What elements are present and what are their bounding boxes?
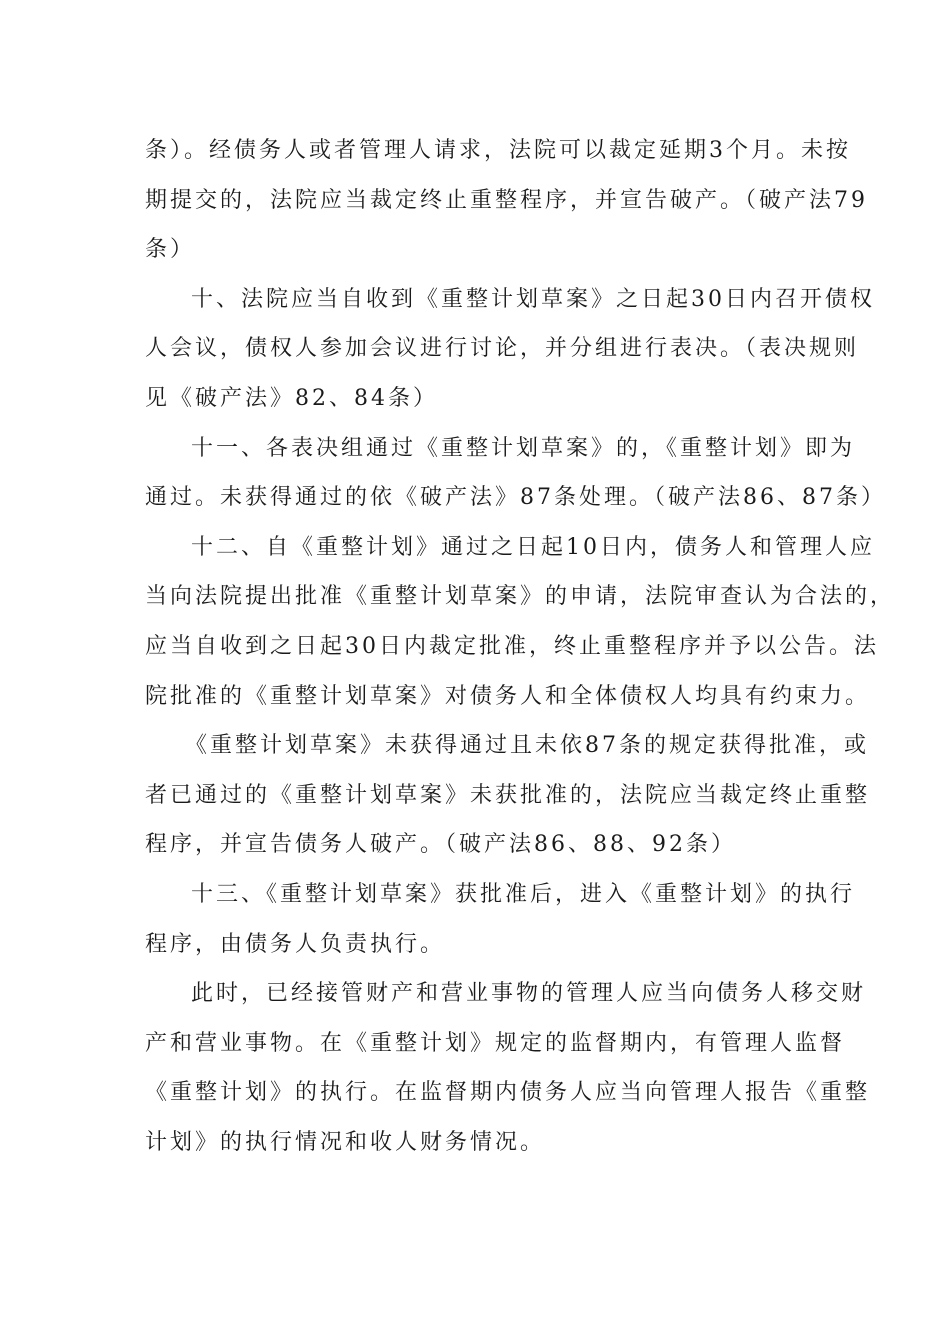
text-line: 计划》的执行情况和收人财务情况。 (145, 1129, 546, 1155)
text-line: 通过。未获得通过的依《破产法》87条处理。（破产法86、87条） (145, 485, 886, 511)
paragraph-start-line: 此时，已经接管财产和营业事物的管理人应当向债务人移交财 (191, 981, 867, 1007)
text-line: 者已通过的《重整计划草案》未获批准的，法院应当裁定终止重整 (145, 782, 871, 808)
text-line: 产和营业事物。在《重整计划》规定的监督期内，有管理人监督 (145, 1030, 846, 1056)
paragraph-start-line: 十三、《重整计划草案》获批准后，进入《重整计划》的执行 (191, 881, 856, 907)
text-line: 院批准的《重整计划草案》对债务人和全体债权人均具有约束力。 (145, 683, 871, 709)
text-line: 程序，由债务人负责执行。 (145, 931, 446, 957)
document-body (145, 126, 896, 1167)
text-line: 程序，并宣告债务人破产。（破产法86、88、92条） (145, 832, 736, 858)
text-line: 《重整计划》的执行。在监督期内债务人应当向管理人报告《重整 (145, 1080, 871, 1106)
text-line: 条）。经债务人或者管理人请求，法院可以裁定延期3个月。未按 (145, 138, 851, 163)
paragraph-start-line: 十二、自《重整计划》通过之日起10日内，债务人和管理人应 (191, 534, 875, 560)
text-line: 人会议，债权人参加会议进行讨论，并分组进行表决。（表决规则 (145, 336, 860, 362)
text-line: 见《破产法》82、84条） (145, 385, 438, 411)
text-line: 期提交的，法院应当裁定终止重整程序，并宣告破产。（破产法79 (145, 187, 868, 213)
paragraph-start-line: 十、法院应当自收到《重整计划草案》之日起30日内召开债权 (191, 286, 875, 312)
text-line: 应当自收到之日起30日内裁定批准，终止重整程序并予以公告。法 (145, 633, 879, 659)
text-line: 当向法院提出批准《重整计划草案》的申请，法院审查认为合法的， (145, 584, 896, 610)
text-line: 条） (145, 237, 196, 263)
paragraph-start-line: 十一、各表决组通过《重整计划草案》的，《重整计划》即为 (191, 435, 856, 461)
paragraph-start-line: 《重整计划草案》未获得通过且未依87条的规定获得批准，或 (185, 733, 869, 759)
